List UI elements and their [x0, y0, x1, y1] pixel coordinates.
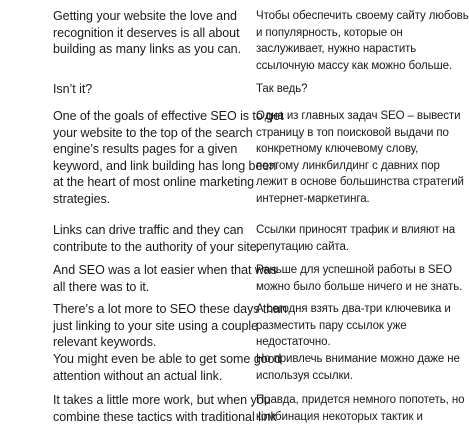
text-line: It takes a little more work, but when you: [53, 392, 277, 409]
paragraph: [53, 262, 277, 295]
text-line: поэтому линкбилдинг с давних пор: [256, 158, 464, 175]
text-line: engine’s results pages for a given: [53, 141, 283, 158]
text-line: Ссылки приносят трафик и влияют на: [256, 222, 455, 239]
paragraph: [53, 392, 277, 425]
text-line: Links can drive traffic and they can: [53, 222, 260, 239]
paragraph: [256, 392, 464, 425]
text-line: используя ссылки.: [256, 368, 460, 385]
text-line: репутацию сайта.: [256, 239, 455, 256]
paragraph: [53, 351, 281, 384]
paragraph: [256, 222, 455, 255]
text-line: recognition it deserves is all about: [53, 25, 241, 42]
text-line: Но привлечь внимание можно даже не: [256, 351, 460, 368]
paragraph: [53, 222, 260, 255]
paragraph: [53, 301, 287, 351]
text-line: all there was to it.: [53, 279, 277, 296]
text-line: Чтобы обеспечить своему сайту любовь: [256, 8, 469, 25]
text-line: заслуживает, нужно нарастить: [256, 41, 469, 58]
text-line: А сегодня взять два-три ключевика и: [256, 301, 451, 318]
text-line: Getting your website the love and: [53, 8, 241, 25]
text-line: Так ведь?: [256, 81, 307, 98]
text-line: Раньше для успешной работы в SEO: [256, 262, 462, 279]
paragraph: [256, 262, 462, 295]
text-line: One of the goals of effective SEO is to get: [53, 108, 283, 125]
text-line: contribute to the authority of your site.: [53, 239, 260, 256]
text-line: Isn’t it?: [53, 81, 92, 98]
paragraph: [256, 8, 469, 74]
text-line: можно было больше ничего и не знать.: [256, 279, 462, 296]
text-line: keyword, and link building has long been: [53, 158, 283, 175]
text-line: Одна из главных задач SEO – вывести: [256, 108, 464, 125]
paragraph: [53, 81, 92, 98]
paragraph: [256, 108, 464, 207]
text-line: at the heart of most online marketing: [53, 174, 283, 191]
text-line: strategies.: [53, 191, 283, 208]
text-line: конкретному ключевому слову,: [256, 141, 464, 158]
text-line: и популярность, которые он: [256, 25, 469, 42]
paragraph: [256, 351, 460, 384]
text-line: лежит в основе большинства стратегий: [256, 174, 464, 191]
paragraph: [53, 108, 283, 207]
text-line: And SEO was a lot easier when that was: [53, 262, 277, 279]
text-line: relevant keywords.: [53, 334, 287, 351]
text-line: combine these tactics with traditional link: [53, 409, 277, 425]
text-line: ссылочную массу как можно больше.: [256, 58, 469, 75]
text-line: страницу в топ поисковой выдачи по: [256, 125, 464, 142]
text-line: just linking to your site using a couple: [53, 318, 287, 335]
text-line: Правда, придется немного попотеть, но: [256, 392, 464, 409]
text-line: You might even be able to get some good: [53, 351, 281, 368]
text-line: attention without an actual link.: [53, 368, 281, 385]
paragraph: [256, 81, 307, 98]
paragraph: [256, 301, 451, 351]
text-line: building as many links as you can.: [53, 41, 241, 58]
text-line: There’s a lot more to SEO these days than: [53, 301, 287, 318]
text-line: комбинация некоторых тактик и: [256, 409, 464, 425]
text-line: your website to the top of the search: [53, 125, 283, 142]
text-line: интернет-маркетинга.: [256, 191, 464, 208]
text-line: разместить пару ссылок уже: [256, 318, 451, 335]
paragraph: [53, 8, 241, 58]
text-line: недостаточно.: [256, 334, 451, 351]
